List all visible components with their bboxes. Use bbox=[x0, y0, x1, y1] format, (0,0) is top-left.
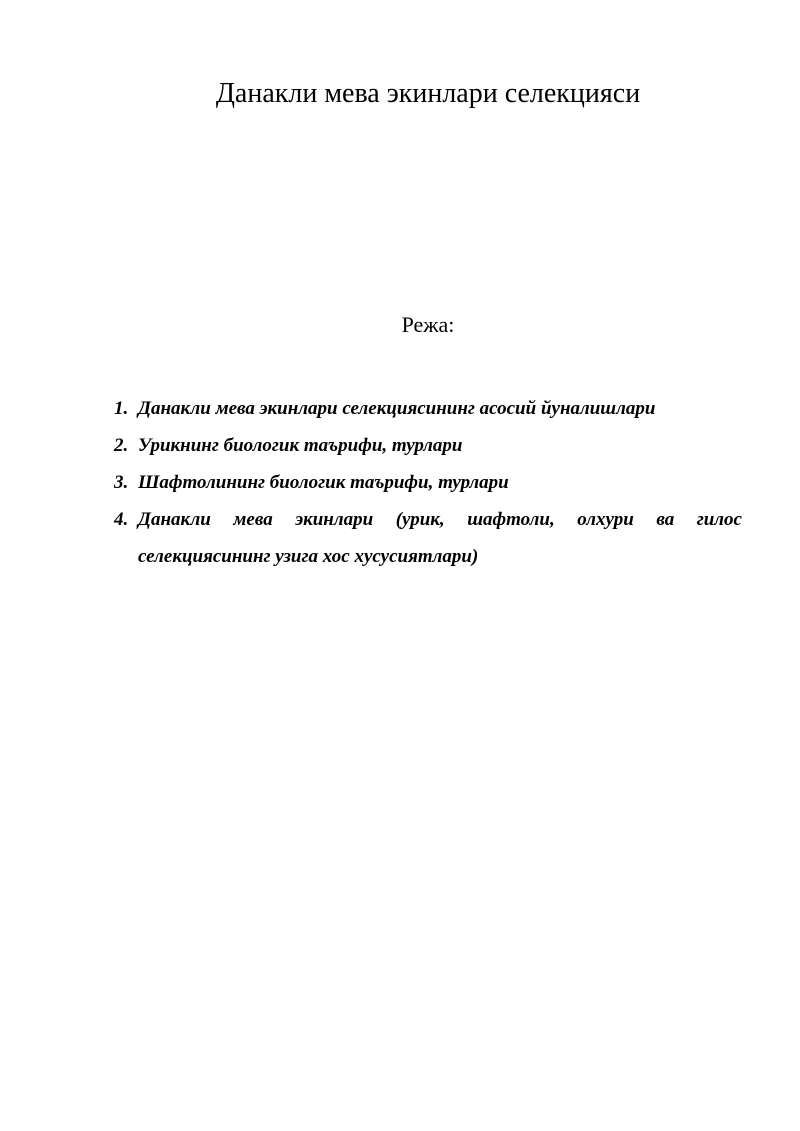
plan-item-text: Шафтолининг биологик таърифи, турлари bbox=[138, 472, 509, 493]
plan-item-number: 4. bbox=[114, 509, 129, 530]
plan-item-text: Данакли мева экинлари селекциясининг асосий йуналишлари bbox=[138, 398, 656, 419]
plan-item-1 bbox=[108, 390, 742, 427]
plan-item-number: 1. bbox=[114, 398, 129, 419]
plan-item-text: Урикнинг биологик таърифи, турлари bbox=[138, 435, 463, 456]
plan-item-text: Данакли мева экинлари (урик, шафтоли, олхури ва гилос селекциясининг узига хос хусусиятлари) bbox=[138, 509, 742, 567]
plan-item-3 bbox=[108, 464, 742, 501]
document-title: Данакли мева экинлари селекцияси bbox=[215, 78, 641, 109]
plan-item-2 bbox=[108, 427, 742, 464]
plan-item-4 bbox=[108, 501, 742, 575]
plan-heading: Режа: bbox=[401, 312, 455, 337]
plan-item-number: 2. bbox=[114, 435, 129, 456]
plan-list bbox=[108, 390, 742, 575]
plan-item-number: 3. bbox=[114, 472, 129, 493]
